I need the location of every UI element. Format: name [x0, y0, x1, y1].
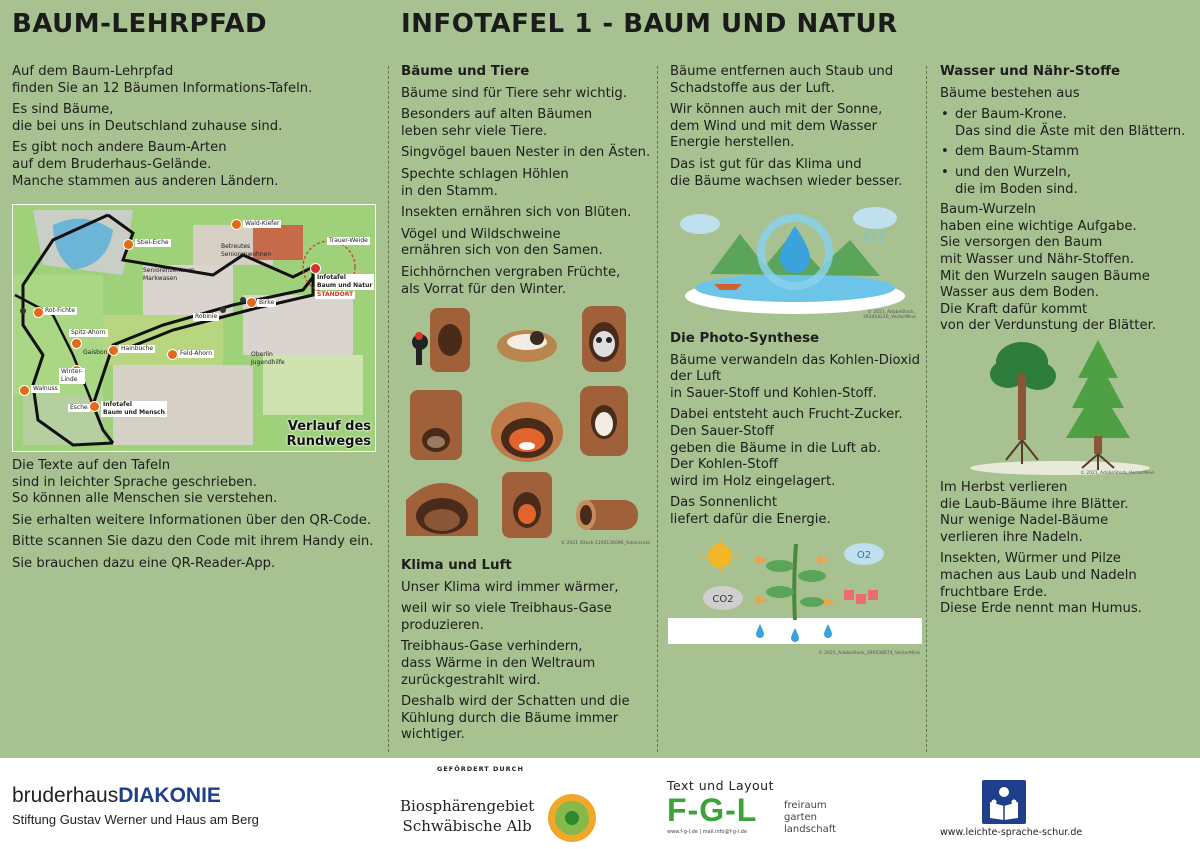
- map-caption: Verlauf des Rundweges: [286, 419, 371, 449]
- map-label-oberlin: Oberlin Jugendhilfe: [251, 351, 285, 366]
- list-item: • und den Wurzeln, die im Boden sind.: [940, 165, 1192, 198]
- list-item: • dem Baum-Stamm: [940, 144, 1192, 161]
- outro-p1: Die Texte auf den Tafeln sind in leichter Sprache geschrieben. So können alle Menschen sie verstehen.: [12, 458, 278, 507]
- col1-p6: Vögel und Wildschweine ernähren sich von den Samen.: [401, 226, 603, 259]
- text-layout-label: Text und Layout: [667, 778, 774, 793]
- map-label-robinie: Robinie: [195, 313, 218, 320]
- map-label-stiel-eiche: Stiel-Eiche: [137, 239, 169, 246]
- left-title: BAUM-LEHRPFAD: [12, 9, 268, 39]
- intro-p1: Auf dem Baum-Lehrpfad finden Sie an 12 Bäumen Informations-Tafeln.: [12, 64, 313, 96]
- footer: [0, 758, 1200, 849]
- gefoerdert-label: GEFÖRDERT DURCH: [437, 765, 524, 773]
- heading-photosynthese: Die Photo-Synthese: [670, 331, 820, 346]
- fgl-logo: F-G-L: [667, 792, 758, 828]
- map-label-hainbuche: Hainbuche: [121, 345, 154, 352]
- col1-bottom: [401, 558, 651, 749]
- fgl-contact: www.f-g-l.de | mail.info@f-g-l.de: [667, 829, 747, 835]
- animals-credit: © 2021 iStock-1190136096_Yulianiceta: [560, 541, 650, 546]
- map-pin-3: [231, 219, 242, 230]
- col3-p4: Insekten, Würmer und Pilze machen aus Laub und Nadeln fruchtbare Erde. Diese Erde nennt man Humus.: [940, 551, 1142, 617]
- map-label-walnuss: Walnuss: [33, 385, 58, 392]
- map-label-standort: STANDORT: [317, 291, 354, 298]
- logo-text-diakonie: DIAKONIE: [118, 784, 221, 807]
- col2-s3: Das Sonnenlicht liefert dafür die Energie.: [670, 495, 831, 527]
- map-pin-1: [310, 263, 321, 274]
- col3-p2: Baum-Wurzeln haben eine wichtige Aufgabe. Sie versorgen den Baum mit Wasser und Nähr-Stoffen. Mit den Wurzeln saugen Bäume Wasser aus dem Boden. Die Kraft dafür kommt von der Verdunstung der Blätter.: [940, 202, 1156, 334]
- bruderhaus-logo: [12, 784, 221, 808]
- col3-bottom: [940, 480, 1192, 623]
- col2-p2: Wir können auch mit der Sonne, dem Wind und mit dem Wasser Energie herstellen.: [670, 102, 883, 151]
- intro-text: [12, 64, 377, 195]
- map-pin-6: [89, 401, 100, 412]
- col3-p3: Im Herbst verlieren die Laub-Bäume ihre Blätter. Nur wenige Nadel-Bäume verlieren ihre Nadeln.: [940, 480, 1129, 545]
- map-label-betreutes: Betreutes Seniorenwohnen: [221, 243, 272, 258]
- outro-p4: Sie brauchen dazu eine QR-Reader-App.: [12, 555, 276, 571]
- outro-p3: Bitte scannen Sie dazu den Code mit ihrem Handy ein.: [12, 534, 374, 550]
- map-label-seniorenzentrum: Seniorenzentrum Markwasen: [143, 267, 195, 282]
- intro-p2: Es sind Bäume, die bei uns in Deutschland zuhause sind.: [12, 102, 283, 134]
- heading-baeume-tiere: Bäume und Tiere: [401, 64, 530, 79]
- list-item: • der Baum-Krone. Das sind die Äste mit den Blättern.: [940, 107, 1192, 140]
- co2-label: CO2: [712, 594, 734, 605]
- animals-illustration: [402, 300, 652, 548]
- col1-top: [401, 64, 651, 303]
- col1-p4: Spechte schlagen Höhlen in den Stamm.: [401, 166, 569, 199]
- photosynthesis-illustration: [668, 536, 922, 658]
- col1-p1: Bäume sind für Tiere sehr wichtig.: [401, 85, 627, 101]
- map-pin-9: [71, 338, 82, 349]
- col2-p1: Bäume entfernen auch Staub und Schadstoffe aus der Luft.: [670, 64, 894, 96]
- col1-p2: Besonders auf alten Bäumen leben sehr viele Tiere.: [401, 107, 593, 139]
- map-label-spitz-ahorn: Spitz-Ahorn: [71, 329, 106, 336]
- map-label-esche: Esche: [70, 404, 88, 411]
- fgl-words: freiraum garten landschaft: [784, 800, 837, 835]
- logo-text-bruderhaus: bruderhaus: [12, 784, 119, 807]
- col3-p1: Bäume bestehen aus: [940, 85, 1080, 101]
- map-label-birke: Birke: [259, 299, 275, 306]
- trees-credit: © 2021_AdobeStock_VectorMine: [1080, 471, 1154, 476]
- map-pin-11: [123, 239, 134, 250]
- heading-klima-luft: Klima und Luft: [401, 558, 512, 573]
- photosynthesis-credit: © 2021_AdobeStock_395038674_VectorMine: [818, 651, 920, 656]
- reading-person-icon: [982, 780, 1026, 824]
- map-label-gaisbon: Gaisbon: [83, 349, 108, 356]
- map-label-wald-kiefer: Wald-Kiefer: [245, 220, 280, 227]
- column-divider: [926, 66, 927, 752]
- col1-p7: Eichhörnchen vergraben Früchte, als Vorrat für den Winter.: [401, 264, 621, 297]
- col1-p5: Insekten ernähren sich von Blüten.: [401, 205, 632, 221]
- map-label-rot-fichte: Rot-Fichte: [45, 307, 75, 314]
- col2-s2: Dabei entsteht auch Frucht-Zucker. Den Sauer-Stoff geben die Bäume in die Luft ab. Der Kohlen-Stoff wird im Holz eingelagert.: [670, 407, 903, 489]
- col1-k3: Treibhaus-Gase verhindern, dass Wärme in den Weltraum zurückgestrahlt wird.: [401, 639, 596, 688]
- col1-k2: weil wir so viele Treibhaus-Gase produzieren.: [401, 601, 612, 633]
- col1-k4: Deshalb wird der Schatten und die Kühlung durch die Bäume immer wichtiger.: [401, 694, 630, 743]
- col2-p3: Das ist gut für das Klima und die Bäume wachsen wieder besser.: [670, 156, 903, 189]
- animals-graphic: [402, 300, 652, 548]
- col1-k1: Unser Klima wird immer wärmer,: [401, 579, 619, 595]
- map-label-winter-linde: Winter- Linde: [61, 368, 83, 383]
- water-cycle-graphic: [670, 196, 920, 322]
- heading-wasser: Wasser und Nähr-Stoffe: [940, 64, 1121, 79]
- tree-parts-list: [940, 107, 1192, 198]
- map-pin-2: [246, 297, 257, 308]
- map-pin-7: [19, 385, 30, 396]
- trees-graphic: [960, 334, 1160, 478]
- o2-label: O2: [856, 550, 872, 561]
- biosphere-logo-icon: [546, 792, 598, 844]
- map-label-infotafel1: Infotafel Baum und Natur: [317, 274, 373, 289]
- trees-illustration: [960, 334, 1160, 478]
- map-label-feld-ahorn: Feld-Ahorn: [180, 350, 213, 357]
- col1-p3: Singvögel bauen Nester in den Ästen.: [401, 145, 651, 161]
- map-label-infotafel2: Infotafel Baum und Mensch: [103, 401, 165, 416]
- biosphere-line2: Schwäbische Alb: [402, 817, 532, 835]
- col2-middle: [670, 331, 922, 534]
- bruderhaus-subtitle: Stiftung Gustav Werner und Haus am Berg: [12, 812, 259, 827]
- water-cycle-credit: © 2021_AdobeStock_ 393454210_VectorMine: [862, 310, 916, 320]
- outro-p2: Sie erhalten weitere Informationen über den QR-Code.: [12, 512, 372, 528]
- easy-language-logo-icon: [982, 780, 1026, 824]
- biosphere-line1: Biosphärengebiet: [400, 797, 535, 815]
- biosphere-logo-text: [400, 796, 534, 836]
- intro-p3: Es gibt noch andere Baum-Arten auf dem Bruderhaus-Gelände. Manche stammen aus anderen Ländern.: [12, 140, 279, 189]
- col2-s1: Bäume verwandeln das Kohlen-Dioxid der Luft in Sauer-Stoff und Kohlen-Stoff.: [670, 352, 921, 401]
- map-label-trauer-weide: Trauer-Weide: [329, 237, 368, 244]
- page-title: INFOTAFEL 1 - BAUM UND NATUR: [401, 9, 898, 39]
- map-pin-5: [108, 345, 119, 356]
- column-divider: [657, 66, 658, 752]
- easy-language-url: www.leichte-sprache-schur.de: [940, 827, 1083, 838]
- water-cycle-illustration: [670, 196, 920, 322]
- column-divider: [388, 66, 389, 752]
- map-graphic: [13, 205, 375, 451]
- col3-top: [940, 64, 1192, 340]
- map-pin-4: [167, 349, 178, 360]
- photosynthesis-graphic: [668, 536, 922, 658]
- outro-text: [12, 458, 387, 578]
- col2-top: [670, 64, 920, 195]
- route-map: [12, 204, 376, 452]
